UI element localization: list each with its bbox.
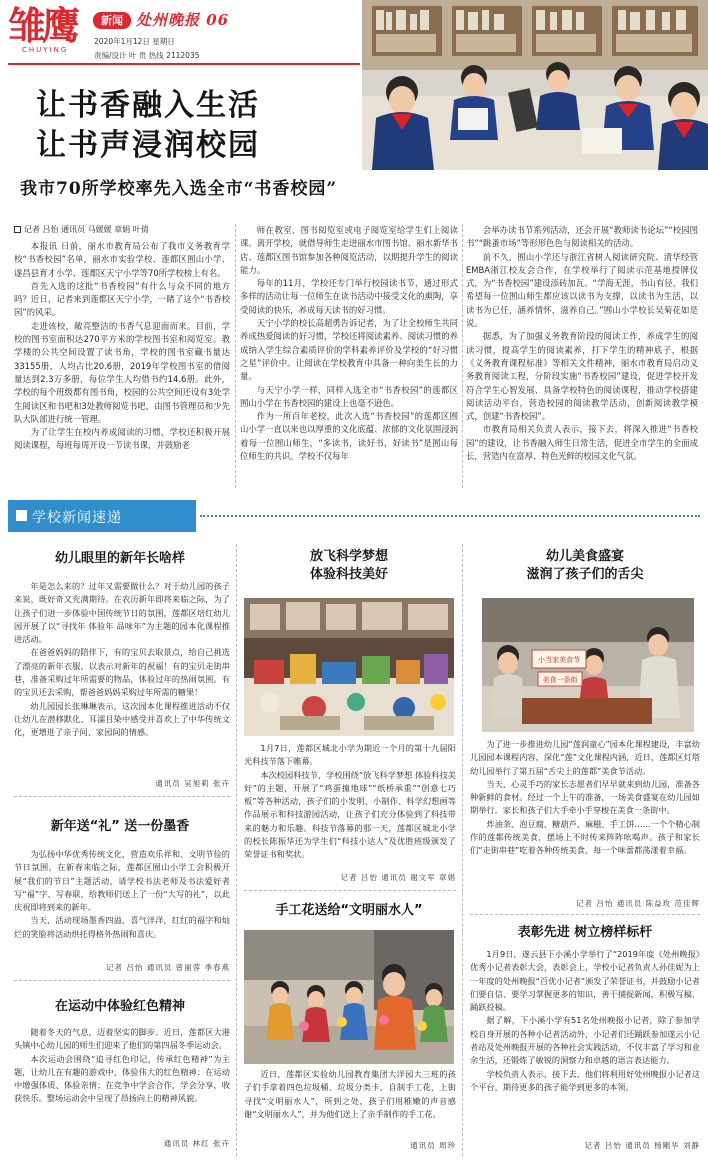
food-festival-photo — [482, 598, 694, 732]
story-paragraph: 在爸爸妈妈的陪伴下，有的宝贝去取景点，给自己挑选了漂亮的新年衣服，以表示对新年的祝福！有的宝贝走街串巷，准备采购过年所需要的物品，体验过年的热闹氛围。有的宝贝还去采购，帮爸爸妈妈采购过年所需的糖果！ — [14, 647, 230, 698]
story-body — [470, 738, 700, 858]
story-divider — [244, 890, 456, 891]
article-paragraph: 本报讯 日前，丽水市教育局公布了我市义务教育学校“书香校园”名单，丽水市实验学校、莲都区囿山小学、遂昌县育才小学、莲都区天宁小学等70所学校榜上有名。 — [14, 241, 230, 278]
story-title-line-1: 放飞科学梦想 — [309, 549, 388, 564]
story-title-line-1: 幼儿美食盛宴 — [545, 549, 624, 564]
article-paragraph: 与天宁小学一样，同样入选全市“书香校园”的莲都区囿山小学在书香校园的建设上也毫不逊色。 — [240, 384, 458, 408]
article-paragraph: 天宁小学的校长高超勇告诉记者，为了让全校师生共同养成热爱阅读的好习惯，学校还将阅读素养、阅读习惯的养成纳入学生综合素质评价的学科素养评价及学校的“好习惯之星”评价中。让阅读在学校教育中具备一种向美生长的力量。 — [240, 318, 458, 382]
main-headline — [36, 86, 260, 166]
article-paragraph: 首先入选的这批“书香校园”有什么与众不同的地方吗？近日，记者来到莲都区天宁小学，一睹了这个“书香校园”的风采。 — [14, 280, 230, 318]
story-title: 手工花送给“文明丽水人” — [275, 903, 423, 918]
paper-logo — [8, 6, 88, 66]
section-tag: 新闻 — [93, 12, 131, 29]
story-paragraph: 年是怎么来的？过年又需要做什么？对于幼儿园的孩子来说，既好奇又充满期待。在农历新年即将来临之际，为了让孩子们进一步体验中国传统节日的氛围，莲都区培红幼儿园开展了以“寻找年 体验年 品味年”为主题的园本化课程推进活动。 — [14, 581, 230, 645]
article-paragraph: 走进该校，敞亮整洁的书香气息迎面而来。目前，学校的图书室面积达270平方米的学校图书室和阅览室。教学楼的公共空间设置了读书角，学校的图书室藏书量达33155册，人均占比20.6册，2019年学校图书室的借阅量达到2.3万多册，每位学生人均借书约14.6册。此外，学校的每个班级都有图书角，校园的公共空间还设有3处学生阅读区和书吧和3处教师阅览书吧，由图书管理员和少先队大队部进行统一管理。 — [14, 320, 230, 424]
logo-text: 雏鹰 — [8, 4, 77, 48]
article-paragraph: 市教育局相关负责人表示，接下去，将深入推进“书香校园”的建设，让书香融入师生日常生活，促进全市学生的全面成长，营造内在富厚、特色光鲜的校园文化气氛。 — [466, 424, 698, 462]
story-paragraph: 1月9日，遂云县下小溪小学举行了“2019年度《处州晚报》优秀小记者表彰大会，表彰会上，学校小记者负责人孙佳妮为上一年度的处州晚报“百优小记者”颁发了荣誉证书，并鼓励小记者们要自信、要学习掌握更多的知识，善于捕捉新闻，积极写稿、踊跃投稿。 — [470, 949, 700, 1013]
headline-line-2: 让书声浸润校园 — [36, 128, 260, 163]
band-square-icon — [16, 510, 27, 521]
byline-text: 记者 吕怡 通讯员 马媛媛 章娟 叶倩 — [24, 225, 149, 234]
hero-photo-children-reading — [362, 0, 708, 170]
story-credit: 通讯员 林红 张卉 — [163, 1139, 230, 1148]
editor-line: 责编/设计 叶 贵 热线 2112035 — [94, 51, 200, 60]
story-divider — [14, 980, 230, 981]
story-body — [244, 1068, 456, 1121]
column-divider — [462, 224, 463, 488]
story-title — [466, 548, 704, 584]
story-paragraph: 本次运动会围绕“追寻红色印记，传承红色精神”为主题，让幼儿在有趣的游戏中，体验伟大的红色精神：在运动中增强体质、体验亲情；在竞争中学会合作，学会分享，收获快乐。整场运动会中呈现了昂扬向上的精神风貌。 — [14, 1053, 230, 1104]
story-paragraph: 炸油条、泡豆腐、糖葫芦、麻糍、手工饼……一个个精心制作的莲都传统美食，摆场上不时传来阵阵吆喝声。孩子和家长们“走街串巷”吃着各种传统美食，每一个味蕾都荡漾着幸福。 — [470, 818, 700, 856]
story-paragraph: 据了解，下小溪小学有51名处州晚报小记者，除了参加学校自身开展的各种小记者活动外，小记者们还踊跃参加遂云小记者站及处州晚报开展的各种社会实践活动，不仅丰富了学习和业余生活，还锻炼了敏锐的洞察力和卓越的语言表达能力。 — [470, 1015, 700, 1066]
story-body — [14, 848, 230, 941]
photo-sign-2: 美食一条街 — [542, 676, 578, 684]
story-paragraph: 1月7日，莲都区城北小学为期近一个月的第十九届阳光科技节落下帷幕。 — [244, 743, 456, 767]
story-paragraph: 近日，莲都区实验幼儿园教育集团大洋园大三班的孩子们手拿着四色垃圾桶、垃圾分类卡、自制手工花，上街寻找“文明丽水人”，所到之处，孩子们用稚嫩的声音感谢“文明丽水人”，并为他们送上了亲手制作的手工花。 — [244, 1069, 456, 1119]
story-credit: 通讯员 周珍 — [410, 1141, 456, 1150]
story-title — [240, 548, 458, 584]
band-dotted-rule — [200, 515, 700, 517]
article-paragraph: 师在教室、图书阅览室或电子阅览室给学生们上阅读课。离开学校，就借导师生走进丽水市图书馆、丽水新华书店、莲都区图书馆参加各种阅览活动，以期提升学生的阅读能力。 — [240, 225, 458, 275]
story-body — [14, 580, 230, 740]
story-body — [470, 948, 700, 1094]
article-paragraph: 据悉，为了加强义务教育阶段的阅读工作，养成学生的阅读习惯，提高学生的阅读素养，打下学生的精神底子，根据《义务教育课程标准》等相关文件精神，丽水市教育局启动义务教育阅读工程，分阶段实施“书香校园”建设，促进学校开发符合学生心智发展、具备学校特色的阅读课程，推动学校搭建阅读活动平台，营造校园的阅读教学活动，创新阅读教学模式，创建“书香校园”。 — [466, 331, 698, 422]
headline-line-1: 让书香融入生活 — [36, 88, 260, 123]
story-title: 表彰先进 树立榜样标杆 — [517, 925, 653, 940]
story-paragraph: 当天，活动现场墨香四溢、喜气洋洋，红红的福字和灿烂的笑脸将活动烘托得格外热闹和喜庆。 — [14, 915, 230, 939]
story-paragraph: 为弘扬中华优秀传统文化，营造欢乐祥和、文明节俭的节日氛围，在新春来临之际，莲都区囿山小学工会积极开展“我们的节日”主题活动，请学校书法老师及书法爱好者写“福”字、写春联，给教师们送上了一份“大写的礼”，以此庆祝即将到来的新年。 — [14, 849, 230, 913]
article-paragraph: 每年的11月，学校还专门举行校园读书节，通过形式多样的活动让每一位师生在读书活动中接受文化的熏陶，享受阅读的快乐，养成每天读书的好习惯。 — [240, 278, 458, 315]
article-paragraph: 作为一所百年老校，此次入选“书香校园”的莲都区囿山小学一直以来也以厚重的文化底蕴、浓郁的文化氛围浸润着每一位囿山师生，“多读书，读好书，好读书”是囿山每位师生的共识。学校不仅每年 — [240, 411, 458, 462]
paper-name-line — [136, 9, 229, 30]
story-paragraph: 当天，心灵手巧的家长志愿者们早早就来到幼儿园，准备各种新鲜的食材。经过一个上午的准备，一场美食盛宴在幼儿园如期举行。家长和孩子们大手牵小手穿梭在美食一条街中。 — [470, 778, 700, 816]
photo-sign-1: 小当家美食节 — [538, 656, 580, 664]
story-credit: 记者 吕怡 通讯员 曾丽蓉 季春燕 — [105, 963, 230, 972]
story-paragraph: 学校负责人表示，接下去，他们将利用好处州晚报小记者这个平台，期待更多的孩子能学到更多的本领。 — [470, 1068, 700, 1092]
article-column-2 — [240, 224, 458, 486]
story-divider — [470, 914, 700, 915]
masthead-rule — [8, 63, 360, 65]
paper-name: 处州晚报 — [136, 11, 201, 29]
story-body — [244, 742, 456, 862]
article-paragraph: 为了让学生在校内养成阅读的习惯，学校还积极开展阅读课程，每班每周开设一节读书课，并鼓励老 — [14, 427, 230, 451]
story-paragraph: 为了进一步推进幼儿园“莲润童心”园本化课程建设，丰富幼儿园园本课程内容，深化“莲”文化课程内涵，近日，莲都区灯塔幼儿园举行了第五届“舌尖上的莲都”美食节活动。 — [470, 739, 700, 776]
science-exhibit-photo — [244, 598, 454, 736]
section-band-label: 学校新闻速递 — [32, 510, 122, 526]
main-subhead: 我市70所学校率先入选全市“书香校园” — [20, 179, 338, 199]
article-paragraph: 前不久，囿山小学还与浙江省树人阅读研究院、清华经管EMBA浙江校友会合作，在学校举行了阅读示范基地授牌仪式，为“书香校园”建设添砖加瓦。“学海无涯，书山有径，我们希望每一位囿山师生都应该以读书为支撑，以读书为生活，以读书为已任，涵养情怀，滋养自己。”囿山小学校长吴菊花如是说。 — [466, 251, 698, 329]
story-title: 在运动中体验红色精神 — [54, 999, 185, 1014]
story-credit: 记者 吕怡 通讯员 陈益玫 范佳辉 — [575, 899, 700, 908]
story-divider — [14, 796, 230, 797]
logo-subtext: CHUYING — [22, 46, 69, 54]
article-column-3 — [466, 224, 698, 486]
column-divider — [235, 224, 236, 488]
story-title: 幼儿眼里的新年长啥样 — [54, 551, 185, 566]
story-paragraph: 随着冬天的气息，迈着坚实的脚步。近日，莲都区大港头镇中心幼儿园的师生们迎来了他们的第四届冬季运动会。 — [14, 1027, 230, 1051]
story-credit: 记者 吕怡 通讯员 杨剛华 刘静 — [584, 1141, 700, 1150]
article-paragraph: 会举办读书节系列活动，还会开展“教师读书论坛”“校园图书”“跳蚤市场”等形形色色与阅读相关的活动。 — [466, 225, 698, 249]
page-number: 06 — [206, 11, 230, 29]
story-title-line-2: 体验科技美好 — [309, 567, 388, 582]
story-paragraph: 幼儿园园长张琳琳表示，这次园本化课程推进活动不仅让幼儿在潜移默化、耳濡目染中感受并喜欢上了中华传统文化，更增进了亲子间、家园间的情感。 — [14, 700, 230, 738]
story-title-line-2: 滋润了孩子们的舌尖 — [526, 567, 644, 582]
column-divider — [236, 544, 237, 1156]
byline-square-icon — [14, 226, 21, 233]
main-byline — [14, 224, 149, 235]
story-credit: 记者 吕怡 通讯员 谢文军 章娟 — [340, 873, 456, 882]
issue-date: 2020年1月12日 星期日 — [94, 37, 175, 46]
handmade-flowers-photo — [244, 930, 454, 1064]
column-divider — [462, 544, 463, 1156]
article-column-1 — [14, 240, 230, 490]
story-body — [14, 1026, 230, 1106]
story-credit: 通讯员 吴旭莉 张卉 — [155, 779, 230, 788]
story-paragraph: 本次校园科技节，学校围绕“放飞科学梦想 体验科技美好”的主题，开展了“鸡蛋撞地球”“纸桥承重”“创意七巧板”等各种活动，孩子们的小发明、小制作、科学幻想画等作品展示和科技游园活动，让孩子们充分体验到了科技带来的魅力和乐趣。科技节落幕的那一天，莲都区城北小学的校长陈振华还为学生们“科技小达人”及优胜班级颁发了荣誉证书和奖状。 — [244, 769, 456, 860]
story-title: 新年送“礼” 送一份墨香 — [50, 819, 190, 834]
